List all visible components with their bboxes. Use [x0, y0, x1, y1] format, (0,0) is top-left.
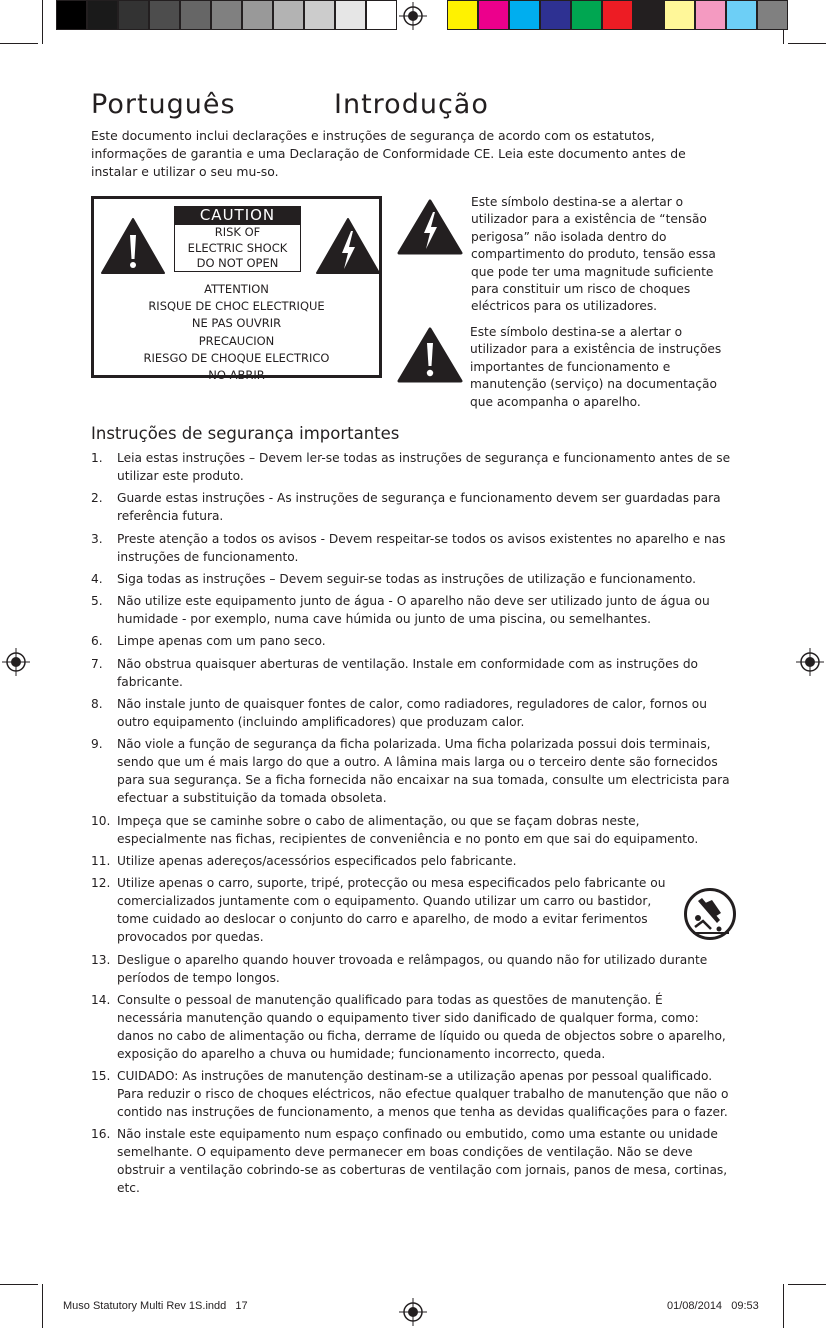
safety-item-number: 10.	[91, 813, 111, 828]
printer-slug-date	[667, 1299, 759, 1313]
safety-item-line: períodos de tempo longos.	[117, 970, 280, 985]
safety-item-number: 11.	[91, 853, 111, 868]
safety-item	[91, 655, 741, 691]
process-color-swatch	[571, 0, 602, 30]
grayscale-swatch	[180, 0, 211, 30]
safety-item-line: contido nas instruções de funcionamento, a menos que tenha as devidas qualificações para o fazer.	[117, 1105, 728, 1120]
text-line: utilizador para a existência de instruções	[470, 342, 722, 357]
page-title: Introdução	[334, 89, 489, 120]
exclamation-warning-icon	[396, 326, 464, 384]
safety-item-line: Não viole a função de segurança da ficha polarizada. Uma ficha polarizada possui dois terminais,	[117, 737, 711, 752]
safety-item-line: Guarde estas instruções - As instruções de segurança e funcionamento devem ser guardadas para	[117, 491, 721, 506]
safety-item	[91, 592, 741, 628]
safety-item-line: Não obstrua quaisquer aberturas de ventilação. Instale em conformidade com as instruções do	[117, 656, 699, 671]
safety-item-line: CUIDADO: As instruções de manutenção destinam-se a utilização apenas por pessoal qualificado.	[117, 1069, 713, 1084]
safety-item	[91, 1067, 741, 1121]
safety-item-number: 9.	[91, 737, 103, 752]
safety-item-line: Não utilize este equipamento junto de água - O aparelho não deve ser utilizado junto de água ou	[117, 594, 710, 609]
safety-item-line: Siga todas as instruções – Devem seguir-se todas as instruções de utilização e funcionamento.	[117, 571, 696, 586]
slug-page: 17	[235, 1300, 248, 1312]
slug-filename: Muso Statutory Multi Rev 1S.indd	[63, 1300, 227, 1312]
printer-slug-file	[63, 1299, 248, 1313]
process-color-swatch	[447, 0, 478, 30]
safety-item-line: efectuar a substituição da tomada obsoleta.	[117, 791, 387, 806]
safety-item-line: sendo que um é mais largo do que a outro. A lâmina mais larga ou o terceiro dente são fornecidos	[117, 755, 718, 770]
caution-heading: CAUTION	[174, 206, 301, 224]
safety-item-line: necessária manutenção quando o equipamento tiver sido danificado de qualquer forma, como:	[117, 1010, 699, 1025]
safety-item-line: Consulte o pessoal de manutenção qualificado para todas as questões de manutenção. É	[117, 992, 663, 1007]
crop-mark	[0, 1284, 38, 1285]
safety-item-line: semelhante. O equipamento deve permanecer em boas condições de ventilação. Não se deve	[117, 1145, 693, 1160]
safety-item	[91, 695, 741, 731]
caution-line: RISQUE DE CHOC ELECTRIQUE	[148, 299, 325, 314]
process-color-bar	[447, 0, 788, 30]
safety-item-number: 6.	[91, 634, 103, 649]
registration-mark-icon	[399, 2, 427, 30]
safety-item-line: obstruir a ventilação cobrindo-se as coberturas de ventilação com jornais, panos de mesa, cortinas,	[117, 1163, 728, 1178]
caution-risk-text	[174, 224, 301, 272]
safety-item	[91, 530, 741, 566]
safety-item-line: Utilize apenas o carro, suporte, tripé, protecção ou mesa especificados pelo fabricante ou	[117, 876, 666, 891]
crop-mark	[788, 43, 826, 44]
caution-line: RISK OF	[214, 225, 261, 239]
safety-item-line: Impeça que se caminhe sobre o cabo de alimentação, ou que se façam dobras neste,	[117, 813, 640, 828]
text-line: que acompanha o aparelho.	[470, 394, 641, 409]
process-color-swatch	[478, 0, 509, 30]
safety-item	[91, 874, 741, 946]
safety-item-line: utilizar este produto.	[117, 469, 244, 483]
safety-item-line: Não instale junto de quaisquer fontes de calor, como radiadores, reguladores de calor, fornos ou	[117, 697, 707, 712]
exclamation-symbol-description	[470, 324, 735, 411]
slug-time: 09:53	[731, 1300, 759, 1312]
text-line: importantes de funcionamento e	[470, 359, 671, 374]
lightning-warning-icon	[315, 217, 381, 275]
safety-item-line: comercializados juntamente com o equipamento. Quando utilizar um carro ou bastidor,	[117, 894, 652, 909]
safety-item	[91, 991, 741, 1063]
grayscale-swatch	[335, 0, 366, 30]
process-color-swatch	[602, 0, 633, 30]
process-color-swatch	[695, 0, 726, 30]
safety-item-number: 5.	[91, 594, 103, 609]
exclamation-warning-icon	[100, 217, 166, 275]
safety-item-line: outro equipamento (incluindo amplificadores) que produzam calor.	[117, 715, 525, 730]
intro-paragraph	[91, 127, 731, 181]
safety-item	[91, 570, 741, 588]
safety-item	[91, 735, 741, 807]
safety-item-line: Desligue o aparelho quando houver trovoada e relâmpagos, ou quando não for utilizado durante	[117, 952, 708, 967]
safety-item-line: referência futura.	[117, 509, 224, 524]
caution-line: NE PAS OUVRIR	[191, 316, 282, 331]
grayscale-swatch	[211, 0, 242, 30]
caution-multilingual	[94, 281, 379, 384]
crop-mark	[42, 1284, 43, 1328]
safety-instructions-list	[91, 449, 741, 1202]
safety-item-number: 2.	[91, 491, 103, 506]
grayscale-swatch	[366, 0, 397, 30]
text-line: instalar e utilizar o seu mu-so.	[91, 164, 279, 179]
caution-line: ATTENTION	[204, 282, 269, 296]
safety-item-line: provocados por quedas.	[117, 930, 264, 945]
voltage-symbol-description	[471, 194, 733, 316]
crop-mark	[42, 0, 43, 44]
safety-item	[91, 449, 741, 485]
process-color-swatch	[726, 0, 757, 30]
safety-item-line: Preste atenção a todos os avisos - Devem respeitar-se todos os avisos existentes no aparelho e nas	[117, 531, 726, 546]
safety-item-number: 3.	[91, 531, 103, 546]
safety-item-number: 13.	[91, 952, 111, 967]
safety-item-number: 8.	[91, 697, 103, 712]
registration-mark-icon	[399, 1298, 427, 1326]
grayscale-swatch	[118, 0, 149, 30]
lightning-warning-icon	[396, 198, 464, 256]
grayscale-swatch	[56, 0, 87, 30]
safety-item-line: tome cuidado ao deslocar o conjunto do carro e aparelho, de modo a evitar ferimentos	[117, 912, 648, 927]
grayscale-swatch	[149, 0, 180, 30]
text-line: manutenção (serviço) na documentação	[470, 377, 717, 392]
text-line: para constituir um risco de choques	[471, 282, 691, 297]
grayscale-swatch	[242, 0, 273, 30]
safety-item-line: exposição do aparelho a chuva ou humidade; funcionamento incorrecto, queda.	[117, 1046, 606, 1061]
crop-mark	[0, 43, 38, 44]
safety-item-number: 12.	[91, 876, 111, 891]
caution-line: DO NOT OPEN	[196, 256, 279, 270]
safety-item	[91, 632, 741, 650]
safety-item-line: humidade - por exemplo, numa cave húmida ou junto de uma piscina, ou semelhantes.	[117, 612, 652, 627]
slug-date: 01/08/2014	[667, 1300, 723, 1312]
safety-item-line: Leia estas instruções – Devem ler-se todas as instruções de segurança e funcionamento antes de se	[117, 451, 731, 465]
safety-item-line: instruções de funcionamento.	[117, 549, 299, 564]
safety-item-line: etc.	[117, 1181, 140, 1196]
safety-item	[91, 852, 741, 870]
process-color-swatch	[664, 0, 695, 30]
process-color-swatch	[509, 0, 540, 30]
grayscale-bar	[56, 0, 397, 30]
grayscale-swatch	[273, 0, 304, 30]
safety-item	[91, 951, 741, 987]
safety-item-number: 7.	[91, 656, 103, 671]
text-line: que pode ter uma magnitude suficiente	[471, 264, 714, 279]
process-color-swatch	[633, 0, 664, 30]
safety-item-number: 4.	[91, 571, 103, 586]
safety-item-line: Para reduzir o risco de choques eléctricos, não efectue qualquer trabalho de manutenção que não o	[117, 1087, 729, 1102]
caution-line: NO ABRIR	[208, 368, 265, 383]
safety-heading: Instruções de segurança importantes	[91, 424, 400, 443]
caution-line: RIESGO DE CHOQUE ELECTRICO	[143, 350, 330, 365]
caution-line: ELECTRIC SHOCK	[187, 240, 288, 255]
grayscale-swatch	[304, 0, 335, 30]
safety-item-line: especialmente nas fichas, recipientes de conveniência e no ponto em que sai do equipamento.	[117, 831, 699, 846]
safety-item-number: 15.	[91, 1069, 111, 1084]
safety-item	[91, 1125, 741, 1197]
crop-mark	[788, 1284, 826, 1285]
process-color-swatch	[757, 0, 788, 30]
safety-item	[91, 489, 741, 525]
registration-mark-icon	[796, 648, 824, 676]
text-line: Este documento inclui declarações e instruções de segurança de acordo com os estatutos,	[91, 128, 655, 143]
text-line: utilizador para a existência de “tensão	[471, 212, 707, 227]
safety-item-line: Não instale este equipamento num espaço confinado ou embutido, como uma estante ou unidade	[117, 1127, 718, 1142]
crop-mark	[783, 1284, 784, 1328]
safety-item-line: Limpe apenas com um pano seco.	[117, 634, 326, 649]
cart-tipover-icon	[683, 887, 737, 941]
grayscale-swatch	[87, 0, 118, 30]
text-line: Este símbolo destina-se a alertar o	[470, 325, 683, 339]
language-heading: Português	[91, 89, 236, 120]
caution-line: PRECAUCION	[198, 333, 275, 348]
text-line: compartimento do produto, tensão essa	[471, 247, 716, 262]
text-line: eléctricos para os utilizadores.	[471, 299, 658, 314]
caution-label	[91, 196, 382, 383]
text-line: Este símbolo destina-se a alertar o	[471, 195, 684, 209]
safety-item-line: fabricante.	[117, 674, 183, 689]
registration-mark-icon	[2, 648, 30, 676]
safety-item-line: Utilize apenas adereços/acessórios especificados pelo fabricante.	[117, 853, 517, 868]
text-line: perigosa” não isolada dentro do	[471, 229, 667, 244]
safety-item-number: 14.	[91, 992, 111, 1007]
safety-item-number: 1.	[91, 451, 103, 465]
safety-item-number: 16.	[91, 1127, 111, 1142]
process-color-swatch	[540, 0, 571, 30]
safety-item	[91, 812, 741, 848]
text-line: informações de garantia e uma Declaração de Conformidade CE. Leia este documento antes de	[91, 146, 686, 161]
safety-item-line: para sua segurança. Se a ficha fornecida não encaixar na sua tomada, consulte um electricista para	[117, 773, 730, 788]
safety-item-line: danos no cabo de alimentação ou ficha, derrame de líquido ou queda de objectos sobre o aparelho,	[117, 1028, 726, 1043]
